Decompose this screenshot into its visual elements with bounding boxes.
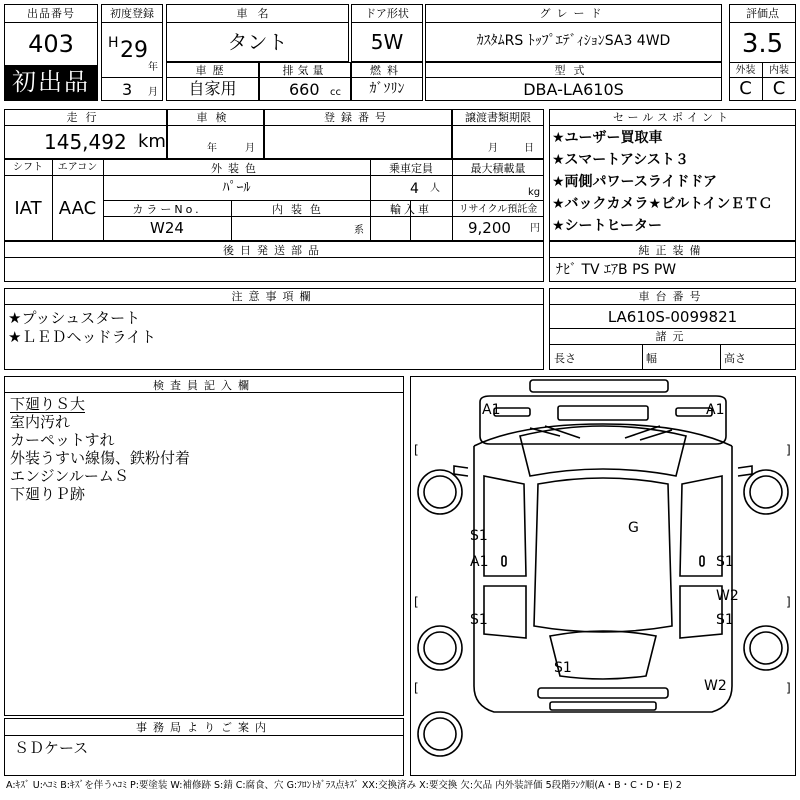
interior-color-unit: 系 xyxy=(354,225,364,236)
year-unit: 年 xyxy=(148,62,158,73)
later-parts-label: 後日発送部品 xyxy=(223,244,325,257)
mileage-label: 走行 xyxy=(66,111,105,124)
transfer-month-unit: 月 xyxy=(488,143,498,154)
grade-label: グレード xyxy=(539,7,608,20)
shift-label: シフト xyxy=(13,162,43,173)
mark-left-rear-door: S1 xyxy=(470,612,488,628)
mileage-unit: km xyxy=(138,131,166,152)
mark-left-front-door-upper: S1 xyxy=(470,528,488,544)
import-label: 輸入車 xyxy=(390,203,432,216)
color-no-label: カラーNo. xyxy=(132,203,202,216)
inspector-note-3: カーペットすれ xyxy=(10,431,115,449)
inspector-note-2: 室内汚れ xyxy=(10,413,71,431)
mark-front-left: A1 xyxy=(482,402,501,418)
color-label: 外装色 xyxy=(211,162,262,175)
office-note: ＳＤケース xyxy=(14,739,89,757)
door-label: ドア形状 xyxy=(365,7,409,20)
mark-right-rear-door-lower: S1 xyxy=(716,612,734,628)
ac-label: エアコン xyxy=(57,162,98,173)
mark-rear-gate: S1 xyxy=(554,660,572,676)
equipment-label: 純正装備 xyxy=(638,244,707,257)
sales-point-1: ★ユーザー買取車 xyxy=(552,130,663,146)
width-label: 幅 xyxy=(646,352,657,365)
bracket-right-3: ] xyxy=(786,681,791,695)
capacity-unit: 人 xyxy=(430,183,440,194)
load-label: 最大積載量 xyxy=(470,162,526,175)
note-1: ★プッシュスタート xyxy=(8,309,141,327)
capacity: 4 xyxy=(410,181,419,197)
bracket-right-1: ] xyxy=(786,443,791,457)
color-number: W24 xyxy=(150,219,184,237)
mark-windshield: G xyxy=(628,520,639,536)
office-label: 事務局よりご案内 xyxy=(136,721,272,734)
length-label: 長さ xyxy=(554,352,576,365)
inspection-year-unit: 年 xyxy=(207,143,217,154)
inspection-month-unit: 月 xyxy=(245,143,255,154)
inspector-note-6: 下廻りＰ跡 xyxy=(10,485,86,503)
air-conditioner: AAC xyxy=(58,198,97,219)
bracket-left-3: [ xyxy=(414,681,419,695)
first-listing-badge: 初出品 xyxy=(5,65,97,100)
door-type: 5W xyxy=(370,30,404,54)
lot-number-label: 出品番号 xyxy=(27,7,75,20)
equipment: ﾅﾋﾞ TV ｴｱB PS PW xyxy=(556,262,677,278)
exterior-label: 外装 xyxy=(735,65,756,76)
mark-rear-right-corner: W2 xyxy=(704,678,727,694)
history: 自家用 xyxy=(188,79,237,98)
interior-grade: C xyxy=(772,78,786,99)
dimensions-label: 諸元 xyxy=(655,330,690,343)
mileage: 145,492 xyxy=(44,130,127,154)
sales-point-2: ★スマートアシスト３ xyxy=(552,152,689,168)
car-outline-diagram xyxy=(410,376,796,776)
notes-label: 注意事項欄 xyxy=(231,290,317,303)
registration-month: 3 xyxy=(122,80,133,99)
sales-point-5: ★シートヒーター xyxy=(552,218,662,234)
load-unit: kg xyxy=(528,187,541,198)
registration-label: 初度登録 xyxy=(110,7,154,20)
bracket-right-2: ] xyxy=(786,595,791,609)
registration-year: 29 xyxy=(120,38,148,63)
era: H xyxy=(108,35,119,51)
recycle-fee: 9,200 xyxy=(468,219,511,237)
plate-label: 登録番号 xyxy=(324,111,392,124)
mark-left-front-door: A1 xyxy=(470,554,489,570)
note-2: ★ＬＥＤヘッドライト xyxy=(8,328,156,346)
displacement: 660 xyxy=(289,80,320,99)
legend: A:ｷｽﾞ U:ﾍｺﾐ B:ｷｽﾞを伴うﾍｺﾐ P:要塗装 W:補修跡 S:錆 C:腐食、穴 G:ﾌﾛﾝﾄｶﾞﾗｽ点ｷｽﾞ XX:交換済み X:要交換 欠:欠品 内外装評価 5段階ﾗﾝｸ順(A・B・C・D・E) 2 xyxy=(6,780,682,791)
sales-points-label: セールスポイント xyxy=(612,111,732,124)
shift: IAT xyxy=(14,198,42,219)
chassis-number: LA610S-0099821 xyxy=(607,308,738,326)
exterior-grade: C xyxy=(739,78,752,99)
inspector-label: 検査員記入欄 xyxy=(153,379,255,392)
bracket-left-1: [ xyxy=(414,443,419,457)
fuel: ｶﾞｿﾘﾝ xyxy=(369,81,405,97)
mark-front-right: A1 xyxy=(706,402,725,418)
inspector-note-1: 下廻りＳ大 xyxy=(10,395,86,413)
history-label: 車歴 xyxy=(195,64,230,77)
chassis-label: 車台番号 xyxy=(638,290,707,303)
mark-right-front-door: S1 xyxy=(716,554,734,570)
displacement-label: 排気量 xyxy=(282,64,328,77)
sales-point-3: ★両側パワースライドドア xyxy=(552,174,718,190)
inspector-note-4: 外装うすい線傷、鉄粉付着 xyxy=(10,449,191,467)
sales-point-4: ★バックカメラ★ビルトインＥＴＣ xyxy=(552,196,773,212)
height-label: 高さ xyxy=(724,352,746,365)
score-label: 評価点 xyxy=(746,7,779,20)
car-name: タント xyxy=(227,30,288,54)
model-code: DBA-LA610S xyxy=(523,80,624,99)
transfer-label: 譲渡書類期限 xyxy=(465,111,531,124)
lot-number: 403 xyxy=(28,30,74,58)
interior-color-label: 内装色 xyxy=(272,203,329,216)
interior-label: 内装 xyxy=(769,65,789,76)
capacity-label: 乗車定員 xyxy=(389,162,433,175)
recycle-unit: 円 xyxy=(530,223,540,234)
inspection-label: 車検 xyxy=(196,111,235,124)
fuel-label: 燃料 xyxy=(370,64,404,77)
bracket-left-2: [ xyxy=(414,595,419,609)
recycle-label: リサイクル預託金 xyxy=(458,204,538,215)
grade: ｶｽﾀﾑRS ﾄｯﾌﾟｴﾃﾞｨｼｮﾝSA3 4WD xyxy=(476,33,671,49)
model-label: 型式 xyxy=(554,64,593,77)
score: 3.5 xyxy=(741,29,784,59)
inspector-note-5: エンジンルームＳ xyxy=(10,467,129,485)
car-name-label: 車名 xyxy=(236,7,279,20)
exterior-color: ﾊﾟｰﾙ xyxy=(222,180,251,196)
transfer-day-unit: 日 xyxy=(524,143,534,154)
month-unit: 月 xyxy=(148,87,158,98)
mark-right-rear-door: W2 xyxy=(716,588,739,604)
displacement-unit: cc xyxy=(330,87,341,98)
